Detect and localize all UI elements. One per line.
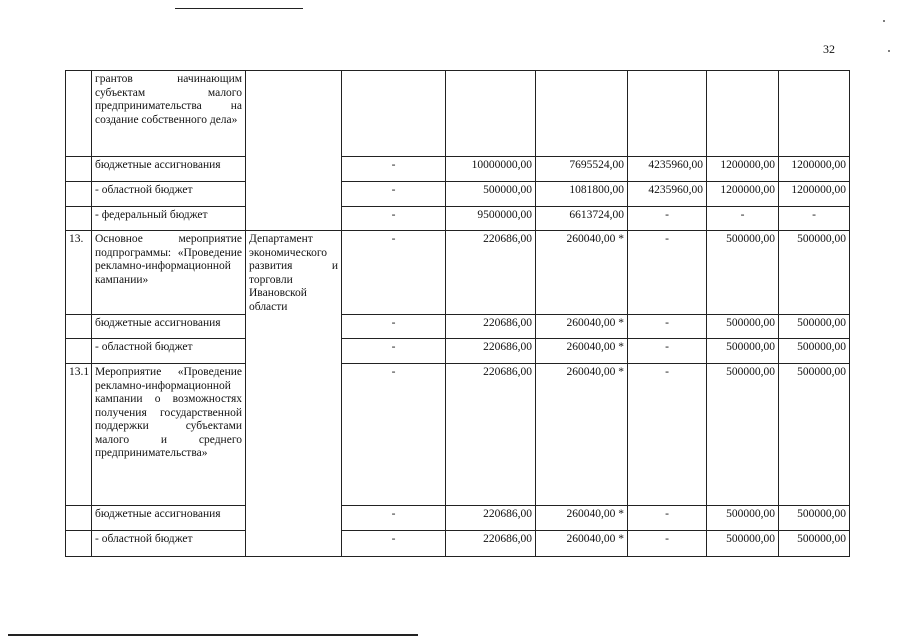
value-cell — [536, 71, 628, 157]
value-cell: 10000000,00 — [446, 157, 536, 182]
table-row — [66, 207, 850, 231]
value-cell: 500000,00 — [779, 315, 850, 339]
value-cell — [446, 71, 536, 157]
value-cell: 6613724,00 — [536, 207, 628, 231]
value-cell: - — [628, 506, 707, 531]
value-cell: 500000,00 — [779, 531, 850, 557]
row-number: 13.1 — [66, 364, 92, 506]
value-cell: - — [628, 315, 707, 339]
value-cell: 500000,00 — [779, 364, 850, 506]
table-row — [66, 339, 850, 364]
value-cell: - — [342, 364, 446, 506]
value-cell: - — [342, 506, 446, 531]
value-cell: 9500000,00 — [446, 207, 536, 231]
value-cell: 220686,00 — [446, 531, 536, 557]
value-cell — [342, 71, 446, 157]
table-row — [66, 71, 850, 157]
value-cell: - — [342, 231, 446, 315]
value-cell: - — [628, 339, 707, 364]
value-cell: 1200000,00 — [707, 157, 779, 182]
department-cell — [246, 71, 342, 231]
value-cell: - — [342, 315, 446, 339]
table-row — [66, 182, 850, 207]
value-cell: - — [342, 531, 446, 557]
row-number — [66, 506, 92, 531]
value-cell: 500000,00 — [707, 531, 779, 557]
row-number — [66, 207, 92, 231]
value-cell: 500000,00 — [707, 364, 779, 506]
row-name: - федеральный бюджет — [92, 207, 246, 231]
value-cell: 500000,00 — [779, 506, 850, 531]
table-row — [66, 364, 850, 506]
value-cell: 260040,00 * — [536, 531, 628, 557]
value-cell: 220686,00 — [446, 231, 536, 315]
value-cell: 220686,00 — [446, 506, 536, 531]
top-scan-line — [175, 8, 303, 9]
table-row — [66, 531, 850, 557]
department-cell — [246, 231, 342, 557]
value-cell: 500000,00 — [446, 182, 536, 207]
row-number — [66, 531, 92, 557]
value-cell: 1200000,00 — [707, 182, 779, 207]
row-name: Мероприятие «Проведение рекламно-информационной кампании о возможностях получения государственной поддержки субъектами малого и среднего предпринимательства» — [92, 364, 246, 506]
row-name: бюджетные ассигнования — [92, 506, 246, 531]
value-cell: 220686,00 — [446, 315, 536, 339]
bottom-scan-line — [8, 634, 418, 636]
value-cell: - — [342, 339, 446, 364]
value-cell: - — [342, 182, 446, 207]
value-cell: 500000,00 — [779, 339, 850, 364]
value-cell: 260040,00 * — [536, 315, 628, 339]
row-name: бюджетные ассигнования — [92, 315, 246, 339]
value-cell: 260040,00 * — [536, 339, 628, 364]
value-cell: 1081800,00 — [536, 182, 628, 207]
value-cell: - — [628, 207, 707, 231]
value-cell: 1200000,00 — [779, 157, 850, 182]
table-row — [66, 157, 850, 182]
department-name: Департамент экономического развития и торговли Ивановской области — [249, 233, 338, 313]
row-name: - областной бюджет — [92, 182, 246, 207]
value-cell: 260040,00 * — [536, 231, 628, 315]
row-number: 13. — [66, 231, 92, 315]
value-cell — [628, 71, 707, 157]
budget-table — [65, 70, 850, 557]
row-name: Основное мероприятие подпрограммы: «Проведение рекламно-информационной кампании» — [92, 231, 246, 315]
page-number: 32 — [823, 42, 835, 56]
row-name: бюджетные ассигнования — [92, 157, 246, 182]
value-cell: 500000,00 — [707, 231, 779, 315]
value-cell — [707, 71, 779, 157]
value-cell: 220686,00 — [446, 364, 536, 506]
row-number — [66, 71, 92, 157]
value-cell: 260040,00 * — [536, 506, 628, 531]
row-number — [66, 157, 92, 182]
value-cell: - — [342, 207, 446, 231]
row-number — [66, 182, 92, 207]
value-cell: 500000,00 — [779, 231, 850, 315]
value-cell — [779, 71, 850, 157]
value-cell: 4235960,00 — [628, 157, 707, 182]
edge-dot — [883, 20, 885, 22]
row-number — [66, 339, 92, 364]
value-cell: - — [707, 207, 779, 231]
table-row — [66, 231, 850, 315]
value-cell: - — [628, 364, 707, 506]
value-cell: - — [779, 207, 850, 231]
table-row — [66, 315, 850, 339]
row-name: грантов начинающим субъектам малого предпринимательства на создание собственного дела» — [92, 71, 246, 157]
row-name: - областной бюджет — [92, 339, 246, 364]
value-cell: - — [342, 157, 446, 182]
row-name: - областной бюджет — [92, 531, 246, 557]
value-cell: - — [628, 531, 707, 557]
value-cell: 7695524,00 — [536, 157, 628, 182]
edge-dot — [888, 50, 890, 52]
value-cell: 500000,00 — [707, 315, 779, 339]
value-cell: 500000,00 — [707, 506, 779, 531]
row-number — [66, 315, 92, 339]
value-cell: 4235960,00 — [628, 182, 707, 207]
value-cell: 220686,00 — [446, 339, 536, 364]
value-cell: - — [628, 231, 707, 315]
value-cell: 1200000,00 — [779, 182, 850, 207]
table-row — [66, 506, 850, 531]
value-cell: 500000,00 — [707, 339, 779, 364]
value-cell: 260040,00 * — [536, 364, 628, 506]
